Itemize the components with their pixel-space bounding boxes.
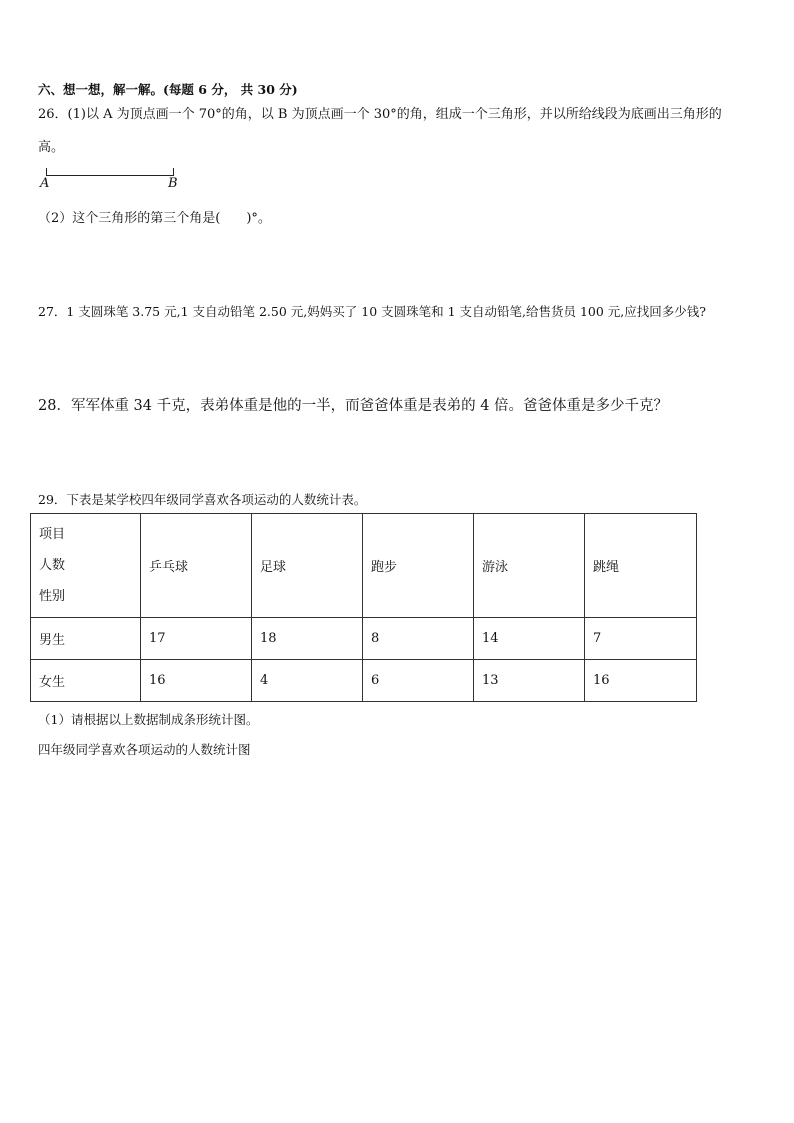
- question-29-intro: 29．下表是某学校四年级同学喜欢各项运动的人数统计表。: [38, 492, 367, 507]
- question-26-line2: 高。: [38, 140, 65, 155]
- section-title: 六、想一想，解一解。(每题 6 分， 共 30 分): [38, 82, 298, 97]
- row-label: 女生: [31, 660, 141, 702]
- table-cell: 7: [585, 618, 697, 660]
- column-header: 跑步: [363, 514, 474, 618]
- table-cell: 16: [141, 660, 252, 702]
- table-cell: 14: [474, 618, 585, 660]
- table-cell: 17: [141, 618, 252, 660]
- table-cell: 18: [252, 618, 363, 660]
- question-29-part1: （1）请根据以上数据制成条形统计图。: [38, 712, 259, 727]
- point-b-label: B: [168, 176, 178, 191]
- table-cell: 8: [363, 618, 474, 660]
- table-cell: 16: [585, 660, 697, 702]
- corner-label-item: 项目: [39, 527, 66, 542]
- column-header: 游泳: [474, 514, 585, 618]
- column-header: 乒乓球: [141, 514, 252, 618]
- chart-title: 四年级同学喜欢各项运动的人数统计图: [38, 742, 251, 757]
- corner-label-count: 人数: [39, 558, 66, 573]
- corner-label-gender: 性别: [39, 589, 66, 604]
- row-label: 男生: [31, 618, 141, 660]
- table-row: [31, 618, 697, 660]
- table-corner-cell: [31, 514, 141, 618]
- table-cell: 6: [363, 660, 474, 702]
- column-header: 跳绳: [585, 514, 697, 618]
- question-26-part2: （2）这个三角形的第三个角是( )°。: [38, 211, 271, 226]
- table-header-row: [31, 514, 697, 618]
- segment-ab: [46, 168, 174, 176]
- question-26-line1: 26．(1)以 A 为顶点画一个 70°的角，以 B 为顶点画一个 30°的角，组成一个三角形，并以所给线段为底画出三角形的: [38, 107, 722, 122]
- sports-stats-table: [30, 513, 697, 702]
- point-a-label: A: [40, 176, 50, 191]
- question-27: 27．1 支圆珠笔 3.75 元,1 支自动铅笔 2.50 元,妈妈买了 10 支圆珠笔和 1 支自动铅笔,给售货员 100 元,应找回多少钱?: [38, 304, 706, 319]
- table-cell: 4: [252, 660, 363, 702]
- table-row: [31, 660, 697, 702]
- question-28: 28．军军体重 34 千克，表弟体重是他的一半，而爸爸体重是表弟的 4 倍。爸爸体重是多少千克？: [38, 398, 669, 414]
- table-cell: 13: [474, 660, 585, 702]
- column-header: 足球: [252, 514, 363, 618]
